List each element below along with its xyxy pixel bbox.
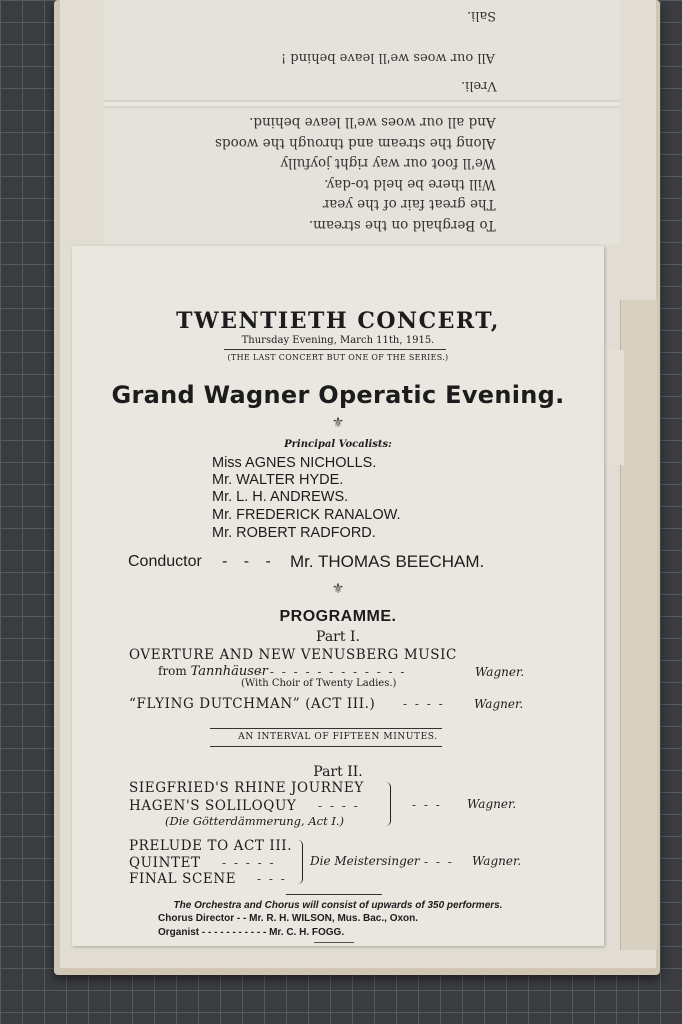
interval-notice: AN INTERVAL OF FIFTEEN MINUTES. (238, 732, 438, 742)
upside-down-line: Vreli. (461, 78, 497, 93)
stanza-line: Along the stream and through the woods (215, 135, 496, 151)
programme-item-title: PRELUDE TO ACT III. (129, 838, 293, 854)
composer-name: Wagner. (467, 797, 517, 811)
part-two-label: Part II. (313, 764, 363, 780)
stanza-line: To Berghald on the stream. (309, 217, 496, 233)
interval-rule-top (210, 728, 442, 729)
concert-date: Thursday Evening, March 11th, 1915. (241, 335, 435, 346)
organist-line: Organist - - - - - - - - - - - Mr. C. H. FOGG. (158, 927, 345, 938)
conductor-label: Conductor (128, 553, 202, 570)
composer-name: Wagner. (472, 854, 522, 868)
composer-name: Wagner. (474, 697, 524, 711)
composer-name: Wagner. (475, 665, 525, 679)
vocalist-name: Mr. L. H. ANDREWS. (212, 489, 349, 505)
sheet-fold (104, 100, 620, 108)
upside-down-line: Sali. (466, 8, 496, 23)
ornament-icon: ⚜ (331, 581, 345, 597)
orchestra-note: The Orchestra and Chorus will consist of upwards of 350 performers. (173, 900, 503, 911)
conductor-name: Mr. THOMAS BEECHAM. (290, 552, 485, 571)
programme-item-title: HAGEN'S SOLILOQUY (129, 798, 297, 814)
programme-item-title: QUINTET (129, 855, 201, 871)
programme-item-title: FINAL SCENE (129, 871, 237, 887)
upside-down-stanza (215, 112, 496, 235)
programme-note: (Die Götterdämmerung, Act I.) (165, 814, 345, 828)
programme-item-from (158, 664, 268, 679)
work-title: Tannhäuser (190, 664, 268, 679)
vocalists-label: Principal Vocalists: (284, 439, 392, 450)
stanza-line: We'll foot our way right joyfully (280, 155, 496, 172)
page-tab (604, 350, 624, 465)
dot-leader: - - - - (318, 799, 360, 813)
from-label: from (158, 664, 187, 678)
page-stack-edge (620, 300, 657, 950)
evening-headline: Grand Wagner Operatic Evening. (111, 381, 565, 409)
interval-rule-bottom (210, 746, 442, 747)
upside-down-song-sheet (104, 0, 620, 244)
programme-note: (With Choir of Twenty Ladies.) (241, 678, 397, 689)
group-brace (380, 782, 391, 826)
dot-leader: - - - (424, 855, 454, 869)
dot-leader: - - - (412, 798, 442, 812)
group-brace (294, 840, 303, 884)
dot-leader: - - - - - - - - - - - - - (258, 665, 407, 679)
ornament-icon: ⚜ (331, 415, 345, 431)
vocalist-name: Miss AGNES NICHOLLS. (212, 455, 377, 471)
stanza-line: The great fair of the year (323, 196, 496, 213)
dot-leader: - - - - - (222, 856, 276, 870)
vocalist-name: Mr. WALTER HYDE. (212, 472, 344, 488)
vocalist-name: Mr. ROBERT RADFORD. (212, 525, 376, 541)
upside-down-line: All our woes we'll leave behind ! (280, 50, 495, 65)
concert-programme-page (72, 246, 604, 946)
stanza-line: And all our woes we'll leave behind. (249, 114, 496, 131)
concert-title: TWENTIETH CONCERT, (176, 308, 500, 334)
programme-item-title: OVERTURE AND NEW VENUSBERG MUSIC (129, 647, 457, 663)
footer-rule (286, 894, 382, 895)
stanza-line: Will there be held to-day. (324, 176, 496, 192)
dot-leader: - - - - (403, 697, 445, 711)
programme-heading: PROGRAMME. (279, 608, 397, 625)
conductor-leader: - - - (222, 553, 277, 570)
concert-subtitle: (THE LAST CONCERT BUT ONE OF THE SERIES.) (227, 353, 449, 362)
programme-item-title: “FLYING DUTCHMAN” (ACT III.) (129, 696, 376, 712)
chorus-director-line: Chorus Director - - Mr. R. H. WILSON, Mus. Bac., Oxon. (158, 913, 419, 924)
part-one-label: Part I. (316, 629, 360, 645)
work-title: Die Meistersinger (310, 854, 420, 868)
title-rule (224, 349, 446, 350)
programme-item-title: SIEGFRIED'S RHINE JOURNEY (129, 780, 364, 796)
vocalist-name: Mr. FREDERICK RANALOW. (212, 507, 401, 523)
dot-leader: - - - (257, 872, 287, 886)
closing-rule (314, 942, 354, 943)
